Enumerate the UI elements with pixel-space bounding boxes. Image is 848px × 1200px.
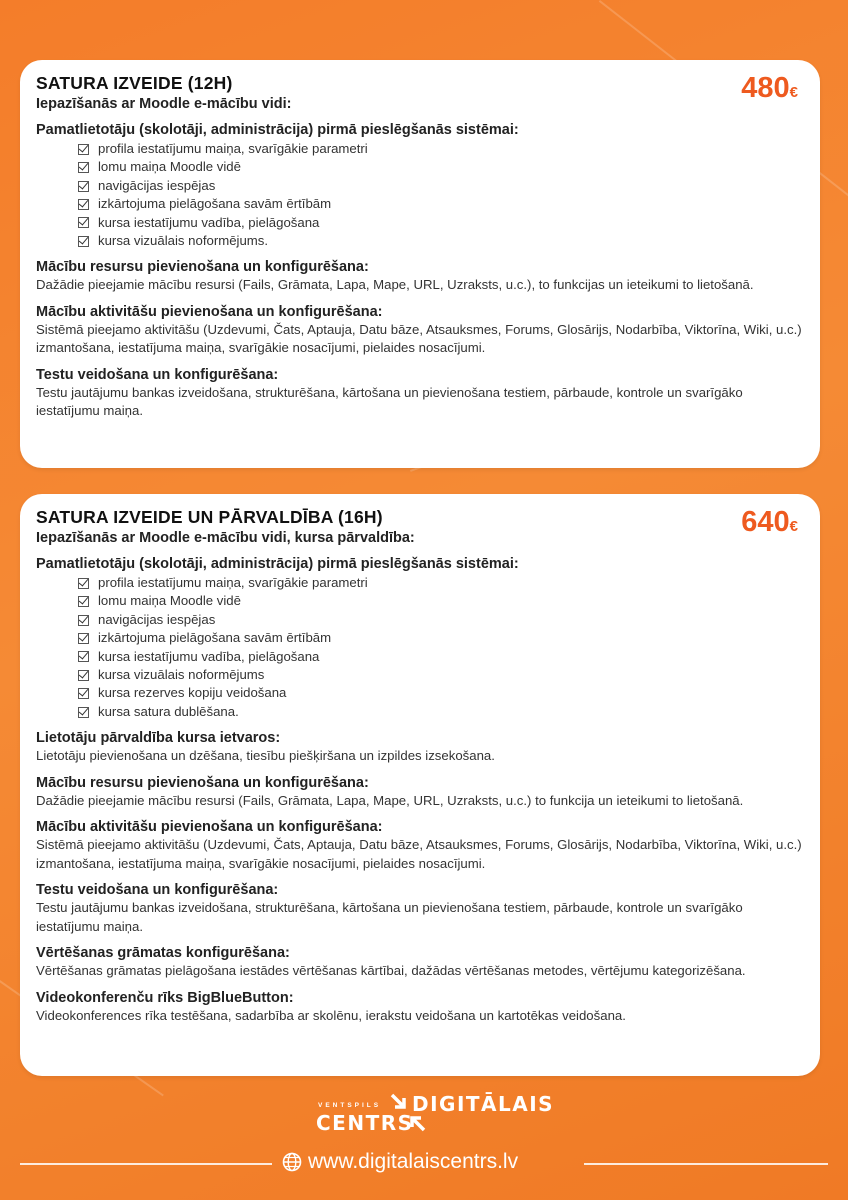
arrow-down-right-icon	[390, 1093, 408, 1111]
price-value: 480	[741, 72, 790, 104]
list-item	[78, 666, 802, 684]
list-item	[78, 158, 802, 176]
card-intro: Iepazīšanās ar Moodle e-mācību vidi, kursa pārvaldība:	[36, 530, 415, 546]
list-item-text: kursa iestatījumu vadība, pielāgošana	[98, 648, 320, 664]
section-text: Dažādie pieejamie mācību resursi (Fails, Grāmata, Lapa, Mape, URL, Uzraksts, u.c.) to funkcija un ieteikumi to lietošanā.	[36, 792, 744, 808]
section-text: Lietotāju pievienošana un dzēšana, tiesību piešķiršana un izpildes izsekošana.	[36, 748, 495, 764]
section-text: Sistēmā pieejamo aktivitāšu (Uzdevumi, Čats, Aptauja, Datu bāze, Atsauksmes, Forums, Glosārijs, Nodarbība, Viktorīna, Wiki, u.c.) izmantošana, iestatījuma maiņa, svarīgākie nosacījumi, pielaides nosacījumi.	[36, 837, 802, 871]
list-item-text: lomu maiņa Moodle vidē	[98, 159, 241, 175]
checkbox-checked-icon	[78, 707, 89, 718]
list-item	[78, 574, 802, 592]
spacer	[36, 810, 802, 819]
list-item	[78, 140, 802, 158]
section-text: Testu jautājumu bankas izveidošana, strukturēšana, kārtošana un pievienošana testiem, pārbaude, kontrole un svarīgāko iestatījumu maiņa.	[36, 900, 743, 934]
list-item-text: kursa rezerves kopiju veidošana	[98, 685, 287, 701]
list-item-text: lomu maiņa Moodle vidē	[98, 593, 241, 609]
list-item-text: navigācijas iespējas	[98, 611, 216, 627]
section-text: Sistēmā pieejamo aktivitāšu (Uzdevumi, Čats, Aptauja, Datu bāze, Atsauksmes, Forums, Glosārijs, Nodarbība, Viktorīna, Wiki, u.c.) izmantošana, iestatījuma maiņa, svarīgākie nosacījumi, pielaides nosacījumi.	[36, 321, 802, 356]
list-item-text: kursa satura dublēšana.	[98, 703, 239, 719]
list-item	[78, 592, 802, 610]
course-card-12h	[20, 60, 820, 468]
checkbox-checked-icon	[78, 162, 89, 173]
list-item-text: izkārtojuma pielāgošana savām ērtībām	[98, 196, 332, 212]
list-item	[78, 611, 802, 629]
checkbox-checked-icon	[78, 670, 89, 681]
section-heading: Videokonferenču rīks BigBlueButton:	[36, 989, 294, 1006]
checklist	[78, 574, 802, 721]
list-item-text: profila iestatījumu maiņa, svarīgākie parametri	[98, 575, 368, 590]
spacer	[36, 547, 802, 556]
logo-small-text: VENTSPILS	[318, 1102, 382, 1109]
card-title: SATURA IZVEIDE (12H)	[36, 73, 233, 93]
checklist	[78, 140, 802, 250]
logo-line2: CENTRS	[316, 1111, 414, 1135]
website-link[interactable]	[282, 1150, 518, 1174]
list-item-text: kursa iestatījumu vadība, pielāgošana	[98, 214, 320, 230]
spacer	[36, 295, 802, 304]
list-item	[78, 703, 802, 721]
list-item-text: kursa vizuālais noformējums	[98, 667, 265, 683]
footer-divider-right	[584, 1163, 828, 1165]
list-item	[78, 214, 802, 232]
checkbox-checked-icon	[78, 236, 89, 247]
logo-line1: DIGITĀLAIS	[412, 1092, 555, 1116]
section-heading: Mācību aktivitāšu pievienošana un konfigurēšana:	[36, 303, 383, 320]
spacer	[36, 766, 802, 775]
spacer	[36, 936, 802, 945]
section-heading: Mācību resursu pievienošana un konfigurēšana:	[36, 259, 369, 276]
checkbox-checked-icon	[78, 633, 89, 644]
first-login-heading: Pamatlietotāju (skolotāji, administrācija) pirmā pieslēgšanās sistēmai:	[36, 122, 519, 138]
section-heading: Lietotāju pārvaldība kursa ietvaros:	[36, 730, 281, 747]
section-text: Vērtēšanas grāmatas pielāgošana iestādes vērtēšanas kārtībai, dažādas vērtēšanas metodes, vērtējumu kategorizēšana.	[36, 963, 746, 979]
checkbox-checked-icon	[78, 217, 89, 228]
checkbox-checked-icon	[78, 144, 89, 155]
price-value: 640	[741, 506, 790, 538]
checkbox-checked-icon	[78, 181, 89, 192]
list-item	[78, 232, 802, 250]
list-item-text: izkārtojuma pielāgošana savām ērtībām	[98, 630, 332, 646]
section-heading: Testu veidošana un konfigurēšana:	[36, 366, 279, 383]
section-text: Testu jautājumu bankas izveidošana, strukturēšana, kārtošana un pievienošana testiem, pārbaude, kontrole un svarīgāko iestatījumu maiņa.	[36, 384, 743, 419]
section-heading: Mācību aktivitāšu pievienošana un konfigurēšana:	[36, 819, 383, 836]
section-heading: Vērtēšanas grāmatas konfigurēšana:	[36, 945, 290, 962]
list-item	[78, 629, 802, 647]
list-item-text: profila iestatījumu maiņa, svarīgākie parametri	[98, 141, 368, 156]
spacer	[36, 358, 802, 367]
price-currency: €	[789, 518, 798, 535]
checkbox-checked-icon	[78, 596, 89, 607]
section-heading: Mācību resursu pievienošana un konfigurēšana:	[36, 774, 369, 791]
price-tag	[741, 72, 798, 109]
checkbox-checked-icon	[78, 651, 89, 662]
website-url[interactable]: www.digitalaiscentrs.lv	[308, 1150, 519, 1173]
checkbox-checked-icon	[78, 688, 89, 699]
checkbox-checked-icon	[78, 578, 89, 589]
arrow-up-left-icon	[408, 1114, 426, 1132]
card-intro: Iepazīšanās ar Moodle e-mācību vidi:	[36, 96, 292, 112]
section-heading: Testu veidošana un konfigurēšana:	[36, 882, 279, 899]
list-item	[78, 684, 802, 702]
globe-icon	[282, 1152, 302, 1172]
first-login-heading: Pamatlietotāju (skolotāji, administrācija) pirmā pieslēgšanās sistēmai:	[36, 556, 519, 572]
digitalais-centrs-logo	[316, 1092, 555, 1138]
list-item-text: kursa vizuālais noformējums.	[98, 233, 269, 249]
section-text: Dažādie pieejamie mācību resursi (Fails, Grāmata, Lapa, Mape, URL, Uzraksts, u.c.), to funkcijas un ieteikumi to lietošanā.	[36, 277, 754, 293]
course-card-16h	[20, 494, 820, 1076]
spacer	[36, 981, 802, 990]
checkbox-checked-icon	[78, 615, 89, 626]
price-currency: €	[789, 84, 798, 101]
footer-divider-left	[20, 1163, 272, 1165]
spacer	[36, 721, 802, 730]
section-text: Videokonferences rīka testēšana, sadarbība ar skolēnu, ierakstu veidošana un kartotēkas veidošana.	[36, 1007, 626, 1023]
spacer	[36, 873, 802, 882]
list-item	[78, 195, 802, 213]
list-item	[78, 648, 802, 666]
card-title: SATURA IZVEIDE UN PĀRVALDĪBA (16H)	[36, 507, 383, 527]
list-item	[78, 177, 802, 195]
list-item-text: navigācijas iespējas	[98, 177, 216, 193]
checkbox-checked-icon	[78, 199, 89, 210]
price-tag	[741, 506, 798, 543]
spacer	[36, 113, 802, 122]
spacer	[36, 250, 802, 259]
